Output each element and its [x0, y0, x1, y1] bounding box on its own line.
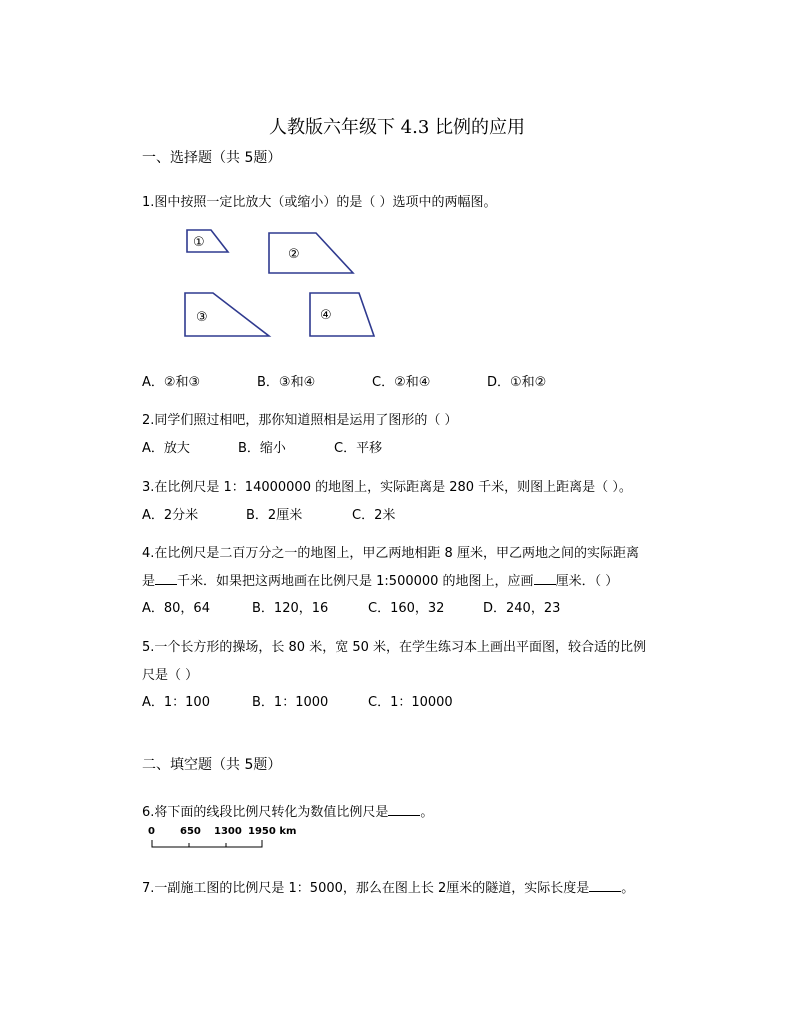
q2-option-c[interactable]: C．平移: [334, 441, 383, 456]
q4-option-d[interactable]: D．240，23: [483, 601, 561, 616]
line-scale-bar: [140, 822, 300, 852]
q1-option-b[interactable]: B．③和④: [257, 375, 316, 390]
question-3-text: 3.在比例尺是 1：14000000 的地图上，实际距离是 280 千米，则图上距离是（ ）。: [142, 480, 632, 495]
q1-option-d[interactable]: D．①和②: [487, 375, 547, 390]
q5-option-c[interactable]: C．1：10000: [368, 695, 453, 710]
question-1-text: 1.图中按照一定比放大（或缩小）的是（ ）选项中的两幅图。: [142, 195, 497, 210]
q4-option-c[interactable]: C．160，32: [368, 601, 445, 616]
answer-blank[interactable]: [534, 572, 556, 585]
question-5-line-1: 5.一个长方形的操场，长 80 米，宽 50 米，在学生练习本上画出平面图，较合适的比例: [142, 640, 647, 655]
shape-2-label: ②: [288, 247, 300, 262]
question-5-line-2: 尺是（ ）: [142, 668, 199, 683]
shape-1-label: ①: [193, 235, 205, 250]
q4-option-b[interactable]: B．120，16: [252, 601, 329, 616]
scale-label-0: 0: [148, 826, 155, 837]
shape-3-label: ③: [196, 310, 208, 325]
question-4-line-2: [142, 570, 618, 589]
question-6-text-a: 6.将下面的线段比例尺转化为数值比例尺是: [142, 805, 389, 820]
page-title: 人教版六年级下 4.3 比例的应用: [268, 117, 526, 138]
question-4-text-a: 是: [142, 574, 156, 589]
q1-option-c[interactable]: C．②和④: [372, 375, 431, 390]
answer-blank[interactable]: [388, 803, 420, 816]
q2-option-a[interactable]: A．放大: [142, 441, 190, 456]
scale-label-1950: 1950 km: [248, 826, 297, 837]
section-heading-choice: 一、选择题（共 5题）: [142, 150, 282, 166]
q2-option-b[interactable]: B．缩小: [238, 441, 286, 456]
question-2-text: 2.同学们照过相吧，那你知道照相是运用了图形的（ ）: [142, 413, 458, 428]
scale-label-1300: 1300: [214, 826, 242, 837]
question-1-figures: [180, 225, 380, 340]
section-heading-fill: 二、填空题（共 5题）: [142, 757, 282, 773]
answer-blank[interactable]: [589, 879, 621, 892]
q1-option-a[interactable]: A．②和③: [142, 375, 201, 390]
shape-4-label: ④: [320, 308, 332, 323]
q5-option-b[interactable]: B．1：1000: [252, 695, 329, 710]
scale-label-650: 650: [180, 826, 201, 837]
question-7-text-b: 。: [621, 881, 635, 896]
question-7-text: [142, 877, 634, 896]
question-6-text: [142, 801, 433, 820]
q3-option-c[interactable]: C．2米: [352, 508, 396, 523]
q5-option-a[interactable]: A．1：100: [142, 695, 210, 710]
scale-line: [152, 840, 262, 847]
question-7-text-a: 7.一副施工图的比例尺是 1：5000，那么在图上长 2厘米的隧道，实际长度是: [142, 881, 590, 896]
q4-option-a[interactable]: A．80，64: [142, 601, 210, 616]
q3-option-a[interactable]: A．2分米: [142, 508, 199, 523]
answer-blank[interactable]: [155, 572, 177, 585]
question-6-text-b: 。: [420, 805, 434, 820]
question-4-text-c: 厘米．（ ）: [555, 574, 619, 589]
question-4-text-b: 千米．如果把这两地画在比例尺是 1:500000 的地图上，应画: [177, 574, 534, 589]
question-4-line-1: 4.在比例尺是二百万分之一的地图上，甲乙两地相距 8 厘米，甲乙两地之间的实际距离: [142, 546, 639, 561]
shape-2: [269, 233, 353, 273]
q3-option-b[interactable]: B．2厘米: [246, 508, 303, 523]
